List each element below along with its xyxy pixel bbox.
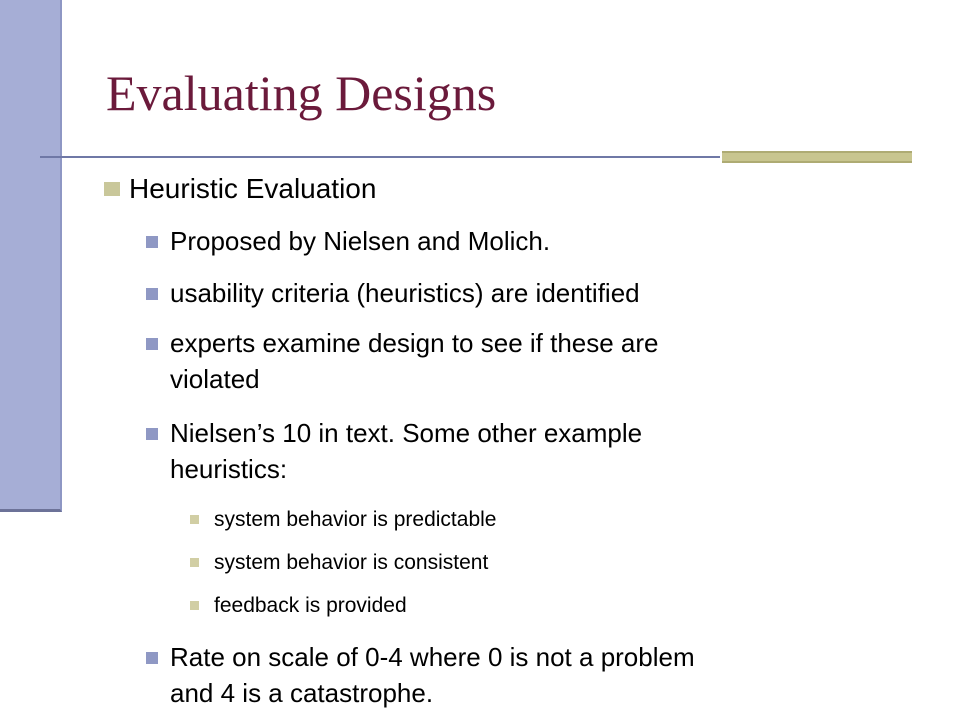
bullet-text-line-1: experts examine design to see if these are: [170, 328, 659, 358]
bullet-text: Heuristic Evaluation: [129, 173, 377, 204]
square-bullet-icon: [146, 236, 158, 248]
bullet-text-line-2: violated: [170, 364, 260, 394]
square-bullet-icon: [190, 601, 199, 610]
square-bullet-icon: [104, 182, 120, 196]
bullet-text-line-2: and 4 is a catastrophe.: [170, 678, 434, 708]
square-bullet-icon: [146, 338, 158, 350]
square-bullet-icon: [190, 515, 199, 524]
title-divider: [40, 156, 720, 158]
bullet-text-line-1: Nielsen’s 10 in text. Some other example: [170, 418, 643, 448]
slide-title: Evaluating Designs: [106, 65, 497, 121]
square-bullet-icon: [190, 558, 199, 567]
title-accent-bar: [722, 151, 912, 163]
bullet-text: system behavior is predictable: [214, 508, 497, 531]
square-bullet-icon: [146, 288, 158, 300]
bullet-text-line-2: heuristics:: [170, 454, 288, 484]
bullet-text: system behavior is consistent: [214, 551, 489, 574]
square-bullet-icon: [146, 652, 158, 664]
square-bullet-icon: [146, 428, 158, 440]
bullet-text: Proposed by Nielsen and Molich.: [170, 226, 551, 256]
bullet-text: usability criteria (heuristics) are identified: [170, 278, 640, 308]
bullet-text: feedback is provided: [214, 594, 407, 617]
sidebar-decoration: [0, 0, 62, 512]
bullet-text-line-1: Rate on scale of 0-4 where 0 is not a problem: [170, 642, 695, 672]
